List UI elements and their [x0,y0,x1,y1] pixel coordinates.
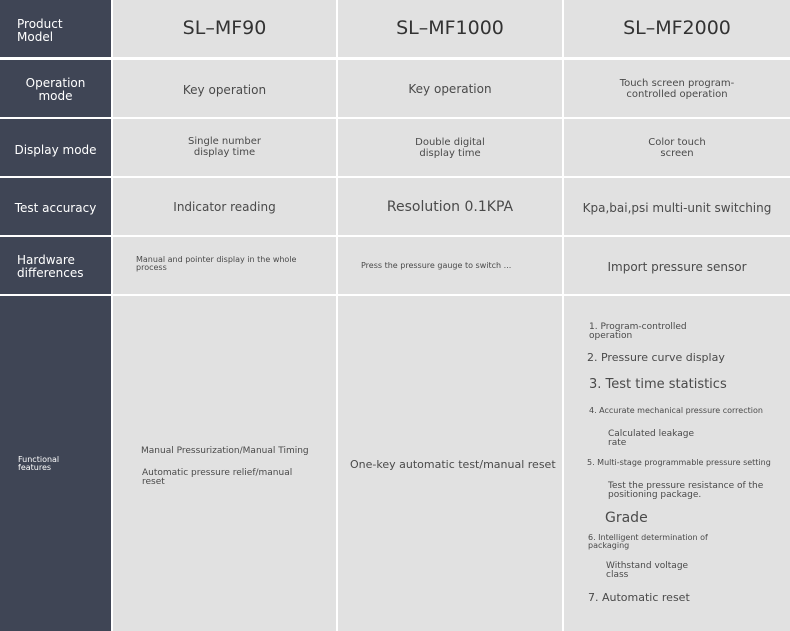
feature-mf2000-1: 1. Program-controlled operation [589,322,687,342]
accuracy-cell-mf2000 [564,178,790,235]
hardware-differences-header [0,237,111,294]
operation-mode-header [0,60,111,117]
functional-features-header [0,296,111,631]
feature-mf1000-1: One-key automatic test/manual reset [350,458,556,471]
operation-value-mf2000: Touch screen program- controlled operation [619,78,735,100]
operation-cell-mf90 [113,60,336,117]
feature-mf2000-10: Withstand voltage class [606,561,689,581]
feature-mf2000-8: Grade [605,510,648,526]
display-cell-mf1000 [338,119,562,176]
display-value-mf2000: Color touch screen [648,137,706,159]
accuracy-value-mf1000: Resolution 0.1KPA [386,199,514,215]
operation-value-mf90: Key operation [182,83,267,97]
display-cell-mf90 [113,119,336,176]
hardware-value-mf2000: Import pressure sensor [607,260,747,274]
features-cell-mf90 [113,296,336,631]
accuracy-value-mf90: Indicator reading [173,200,276,214]
feature-mf2000-11: 7. Automatic reset [588,591,690,604]
hardware-differences-label: Hardware differences [17,253,84,280]
model-cell-mf1000 [338,0,562,57]
model-name-mf2000: SL–MF2000 [623,17,731,39]
hardware-value-mf1000: Press the pressure gauge to switch ... [361,261,512,270]
hardware-cell-mf2000 [564,237,790,294]
features-cell-mf1000 [338,296,562,631]
model-name-mf1000: SL–MF1000 [396,17,504,39]
feature-mf90-1: Manual Pressurization/Manual Timing [141,446,309,456]
hardware-cell-mf90 [113,237,336,294]
operation-cell-mf1000 [338,60,562,117]
model-cell-mf90 [113,0,336,57]
operation-value-mf1000: Key operation [408,82,492,96]
feature-mf90-2: Automatic pressure relief/manual reset [142,468,293,488]
test-accuracy-label: Test accuracy [14,201,97,215]
product-model-label: Product Model [17,17,63,44]
operation-cell-mf2000 [564,60,790,117]
test-accuracy-header [0,178,111,235]
accuracy-value-mf2000: Kpa,bai,psi multi-unit switching [582,201,772,215]
feature-mf2000-5: Calculated leakage rate [608,429,694,449]
display-mode-header [0,119,111,176]
model-name-mf90: SL–MF90 [182,17,267,39]
functional-features-label: Functional features [18,455,60,473]
display-value-mf90: Single number display time [188,136,261,158]
feature-mf2000-6: 5. Multi-stage programmable pressure setting [587,458,771,467]
feature-mf2000-9: 6. Intelligent determination of packaging [588,533,708,551]
accuracy-cell-mf1000 [338,178,562,235]
feature-mf2000-7: Test the pressure resistance of the positioning package. [608,481,764,501]
feature-mf2000-3: 3. Test time statistics [589,377,727,392]
model-cell-mf2000 [564,0,790,57]
product-model-header [0,0,111,57]
hardware-cell-mf1000 [338,237,562,294]
feature-mf2000-4: 4. Accurate mechanical pressure correction [589,406,763,415]
operation-mode-label: Operation mode [25,76,86,103]
display-mode-label: Display mode [14,143,97,157]
feature-mf2000-2: 2. Pressure curve display [587,351,725,364]
hardware-value-mf90: Manual and pointer display in the whole process [136,255,297,273]
features-cell-mf2000 [564,296,790,631]
accuracy-cell-mf90 [113,178,336,235]
display-value-mf1000: Double digital display time [415,137,485,159]
display-cell-mf2000 [564,119,790,176]
